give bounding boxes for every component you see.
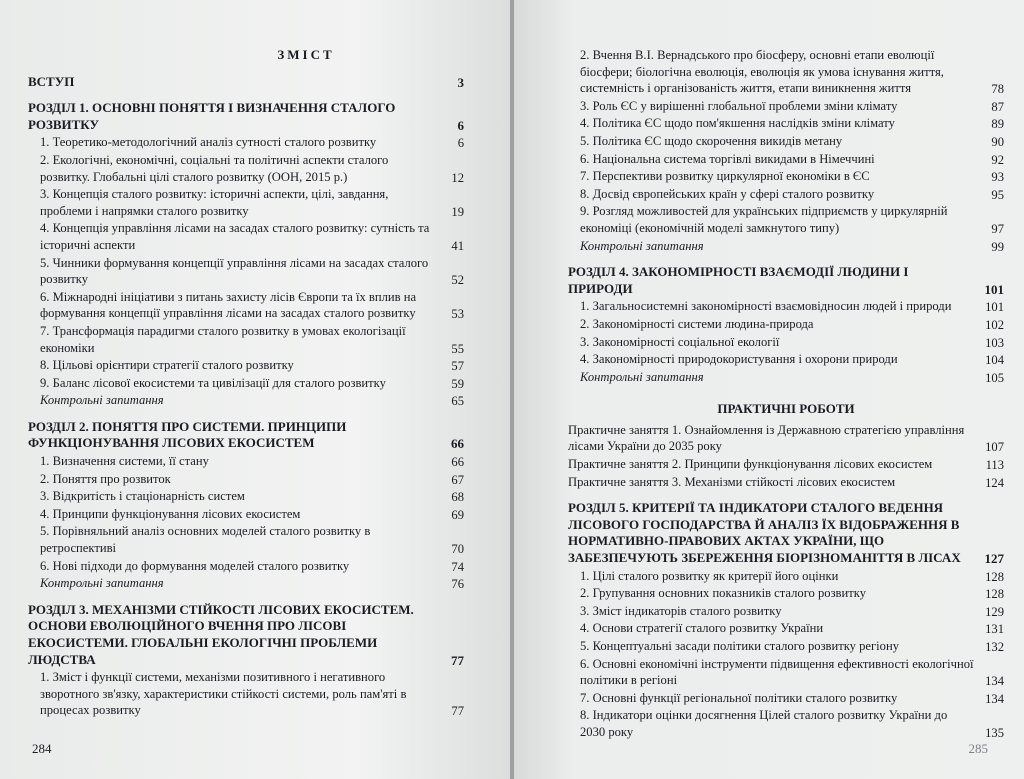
toc-page-number: 89 (991, 117, 1004, 132)
toc-page-number: 90 (991, 134, 1004, 149)
toc-entry-text: 1. Теоретико-методологічний аналіз сутності сталого розвитку (40, 135, 377, 150)
toc-page-number: 53 (451, 307, 464, 322)
toc-page-number: 41 (451, 238, 464, 253)
toc-page-number: 131 (985, 622, 1004, 637)
toc-page-number: 97 (991, 221, 1004, 236)
toc-questions-entry (568, 238, 1004, 256)
toc-entry (28, 488, 464, 506)
toc-entry-text: Практичне заняття 3. Механізми стійкості лісових екосистем (568, 474, 896, 489)
toc-entry-text: 5. Чинники формування концепції управління лісами на засадах сталого розвитку (40, 255, 429, 287)
toc-entry (28, 523, 464, 557)
toc-entry (28, 152, 464, 186)
toc-page-number: 93 (991, 170, 1004, 185)
toc-entry (568, 47, 1004, 98)
toc-entry (568, 334, 1004, 352)
toc-entry-text: РОЗДІЛ 1. ОСНОВНІ ПОНЯТТЯ І ВИЗНАЧЕННЯ СТАЛОГО РОЗВИТКУ (28, 100, 396, 132)
toc-entry-text: 2. Вчення В.І. Вернадського про біосферу, основні етапи еволюції біосфери; біологічна еволюція, еволюція як умова існування життя, системність і організованість життя, етапи виникнення життя (580, 48, 944, 96)
toc-entry-text: 7. Основні функції регіональної політики сталого розвитку (580, 690, 898, 705)
toc-entry-text: 3. Роль ЄС у вирішенні глобальної проблеми зміни клімату (580, 98, 898, 113)
toc-page-number: 67 (451, 472, 464, 487)
toc-entry-text: 5. Порівняльний аналіз основних моделей сталого розвитку в ретроспективі (40, 524, 371, 556)
toc-page-number: 128 (985, 569, 1004, 584)
toc-questions-entry (28, 575, 464, 593)
toc-entry (28, 471, 464, 489)
toc-entry (28, 186, 464, 220)
toc-entry (28, 134, 464, 152)
toc-entry (568, 422, 1004, 456)
toc-entry-text: 2. Екологічні, економічні, соціальні та політичні аспекти сталого розвитку. Глобальні цілі сталого розвитку (ООН, 2015 р.) (40, 152, 389, 184)
toc-entry (568, 690, 1004, 708)
toc-entry (568, 168, 1004, 186)
toc-entry (568, 298, 1004, 316)
toc-page-number: 99 (991, 239, 1004, 254)
toc-entry-text: 1. Визначення системи, її стану (40, 454, 209, 469)
toc-page-number: 57 (451, 359, 464, 374)
toc-entry (568, 203, 1004, 237)
toc-entry-text: Практичне заняття 2. Принципи функціонування лісових екосистем (568, 457, 933, 472)
toc-entry-text: 3. Закономірності соціальної екології (580, 334, 780, 349)
toc-entry (568, 707, 1004, 741)
page-number-left: 284 (32, 741, 52, 756)
toc-page-number: 77 (451, 652, 464, 668)
toc-entry-text: 6. Національна система торгівлі викидами в Німеччині (580, 151, 875, 166)
toc-entry-text: 4. Політика ЄС щодо пом'якшення наслідків зміни клімату (580, 116, 895, 131)
toc-entry-text: 2. Поняття про розвиток (40, 471, 171, 486)
toc-page-number: 104 (985, 353, 1004, 368)
toc-page-number: 76 (451, 577, 464, 592)
toc-entry (568, 186, 1004, 204)
toc-entry-text: 9. Баланс лісової екосистеми та цивілізації для сталого розвитку (40, 375, 386, 390)
toc-entry-text: РОЗДІЛ 4. ЗАКОНОМІРНОСТІ ВЗАЄМОДІЇ ЛЮДИНИ І ПРИРОДИ (568, 264, 909, 296)
toc-page-number: 6 (457, 117, 464, 133)
toc-entry (568, 133, 1004, 151)
toc-page-number: 69 (451, 507, 464, 522)
toc-page-number: 3 (457, 74, 464, 90)
toc-page-number: 132 (985, 640, 1004, 655)
toc-entry-text: 7. Трансформація парадигми сталого розвитку в умовах екологізації економіки (40, 323, 406, 355)
toc-entry-text: 5. Політика ЄС щодо скорочення викидів метану (580, 133, 843, 148)
toc-page-number: 124 (985, 475, 1004, 490)
toc-page-number: 77 (451, 704, 464, 719)
page-number-right: 285 (968, 741, 988, 756)
toc-entry (28, 289, 464, 323)
toc-entry-text: Практичне заняття 1. Ознайомлення із Державною стратегією управління лісами України до 2035 року (568, 422, 965, 454)
toc-page-number: 105 (985, 370, 1004, 385)
toc-entry-text: Контрольні запитання (580, 369, 704, 384)
toc-entry-text: РОЗДІЛ 3. МЕХАНІЗМИ СТІЙКОСТІ ЛІСОВИХ ЕКОСИСТЕМ. ОСНОВИ ЕВОЛЮЦІЙНОГО ВЧЕННЯ ПРО ЛІСОВІ ЕКОСИСТЕМИ. ГЛОБАЛЬНІ ЕКОЛОГІЧНІ ПРОБЛЕМИ ЛЮДСТВА (28, 601, 414, 667)
toc-entry (28, 255, 464, 289)
toc-entry-text: 1. Цілі сталого розвитку як критерії його оцінки (580, 568, 839, 583)
toc-page-number: 135 (985, 726, 1004, 740)
toc-heading: ЗМІСТ (277, 47, 335, 62)
leader-dots (28, 90, 434, 91)
toc-entry-text: Контрольні запитання (40, 576, 164, 591)
toc-section-entry (28, 419, 464, 453)
toc-page-number: 65 (451, 394, 464, 409)
toc-questions-entry (568, 369, 1004, 387)
toc-page-number: 127 (984, 551, 1004, 567)
toc-entry (568, 98, 1004, 116)
toc-page-number: 6 (457, 136, 464, 151)
toc-entry-text: 8. Індикатори оцінки досягнення Цілей сталого розвитку України до 2030 року (580, 708, 948, 739)
toc-entry-text: 8. Цільові орієнтири стратегії сталого розвитку (40, 358, 294, 373)
toc-entry-text: 4. Основи стратегії сталого розвитку України (580, 621, 824, 636)
toc-page-number: 70 (451, 542, 464, 557)
toc-entry-text: 2. Закономірності системи людина-природа (580, 316, 814, 331)
toc-page-number: 134 (985, 691, 1004, 706)
toc-entry-text: РОЗДІЛ 2. ПОНЯТТЯ ПРО СИСТЕМИ. ПРИНЦИПИ ФУНКЦІОНУВАННЯ ЛІСОВИХ ЕКОСИСТЕМ (28, 418, 347, 451)
toc-entry-text: 1. Зміст і функції системи, механізми позитивного і негативного зворотного зв'язку, характеристики стійкості системи, роль пам'яті в процесах розвитку (40, 670, 407, 718)
toc-page-number: 101 (985, 300, 1004, 315)
toc-page-number: 95 (991, 187, 1004, 202)
toc-entry-text: 6. Нові підходи до формування моделей сталого розвитку (40, 558, 350, 573)
practical-works-heading: ПРАКТИЧНІ РОБОТИ (717, 401, 855, 417)
toc-page-number: 66 (451, 436, 464, 452)
toc-page-number: 68 (451, 490, 464, 505)
toc-entry (568, 316, 1004, 334)
toc-entry (568, 585, 1004, 603)
toc-entry (568, 620, 1004, 638)
toc-entry (568, 151, 1004, 169)
toc-entry-text: 7. Перспективи розвитку циркулярної економіки в ЄС (580, 169, 870, 184)
toc-page-number: 19 (451, 204, 464, 219)
toc-page-number: 129 (985, 604, 1004, 619)
toc-entry (568, 115, 1004, 133)
toc-entry (28, 357, 464, 375)
toc-entry (28, 453, 464, 471)
toc-entry-text: Контрольні запитання (40, 393, 164, 408)
toc-page-number: 55 (451, 341, 464, 356)
toc-entry-text: 4. Закономірності природокористування і охорони природи (580, 352, 898, 367)
left-toc (28, 47, 464, 720)
toc-section-entry (28, 602, 464, 669)
toc-entry (568, 638, 1004, 656)
toc-entry-text: 1. Загальносистемні закономірності взаємовідносин людей і природи (580, 299, 952, 314)
toc-entry (28, 323, 464, 357)
toc-entry (568, 656, 1004, 690)
toc-entry (28, 558, 464, 576)
toc-entry (28, 220, 464, 254)
toc-section-entry (568, 264, 1004, 298)
toc-entry (28, 375, 464, 393)
toc-entry (568, 603, 1004, 621)
toc-entry-text: 4. Концепція управління лісами на засадах сталого розвитку: сутність та історичні аспекти (40, 221, 430, 252)
toc-page-number: 107 (985, 440, 1004, 455)
toc-entry-text: 3. Відкритість і стаціонарність систем (40, 489, 245, 504)
toc-entry-text: ВСТУП (28, 73, 75, 89)
toc-entry-text: 6. Основні економічні інструменти підвищення ефективності екологічної політики в регіоні (580, 656, 974, 688)
toc-entry (28, 506, 464, 524)
toc-page-number: 59 (451, 376, 464, 391)
toc-entry-text: Контрольні запитання (580, 238, 704, 253)
toc-section-entry (28, 74, 464, 92)
toc-page-number: 101 (984, 281, 1004, 297)
toc-entry-text: 9. Розгляд можливостей для українських підприємств у циркулярній економіці (економічній моделі замкнутого типу) (580, 204, 948, 235)
right-toc (568, 47, 1004, 742)
toc-page-number: 113 (985, 458, 1004, 473)
toc-page-number: 74 (451, 559, 464, 574)
toc-questions-entry (28, 392, 464, 410)
toc-page-number: 52 (451, 273, 464, 288)
right-page (514, 0, 1024, 779)
toc-entry-text: 5. Концептуальні засади політики сталого розвитку регіону (580, 639, 900, 654)
toc-entry (568, 351, 1004, 369)
toc-page-number: 66 (451, 455, 464, 470)
toc-page-number: 78 (991, 82, 1004, 97)
toc-page-number: 87 (991, 99, 1004, 114)
toc-page-number: 12 (451, 170, 464, 185)
toc-entry (568, 456, 1004, 474)
toc-page-number: 134 (985, 674, 1004, 689)
toc-entry (28, 669, 464, 720)
toc-section-entry (568, 500, 1004, 567)
toc-page-number: 103 (985, 335, 1004, 350)
toc-page-number: 128 (985, 587, 1004, 602)
toc-entry-text: РОЗДІЛ 5. КРИТЕРІЇ ТА ІНДИКАТОРИ СТАЛОГО ВЕДЕННЯ ЛІСОВОГО ГОСПОДАРСТВА Й АНАЛІЗ ЇХ ВІДОБРАЖЕННЯ В НОРМАТИВНО-ПРАВОВИХ АКТАХ УКРАЇНИ, ЩО ЗАБЕЗПЕЧУЮТЬ ЗБЕРЕЖЕННЯ БІОРІЗНОМАНІТТЯ В ЛІСАХ (568, 500, 961, 566)
toc-page-number: 92 (991, 152, 1004, 167)
toc-entry-text: 3. Концепція сталого розвитку: історичні аспекти, цілі, завдання, проблеми і напрямки сталого розвитку (40, 187, 389, 218)
toc-entry (568, 474, 1004, 492)
toc-entry-text: 8. Досвід європейських країн у сфері сталого розвитку (580, 186, 875, 201)
toc-entry-text: 4. Принципи функціонування лісових екосистем (40, 506, 301, 521)
toc-entry-text: 6. Міжнародні ініціативи з питань захисту лісів Європи та їх вплив на формування концепції управління лісами на засадах сталого розвитку (40, 289, 417, 321)
toc-page-number: 102 (985, 317, 1004, 332)
toc-section-entry (28, 100, 464, 134)
toc-entry-text: 3. Зміст індикаторів сталого розвитку (580, 603, 782, 618)
toc-entry-text: 2. Групування основних показників сталого розвитку (580, 586, 866, 601)
toc-entry (568, 568, 1004, 586)
